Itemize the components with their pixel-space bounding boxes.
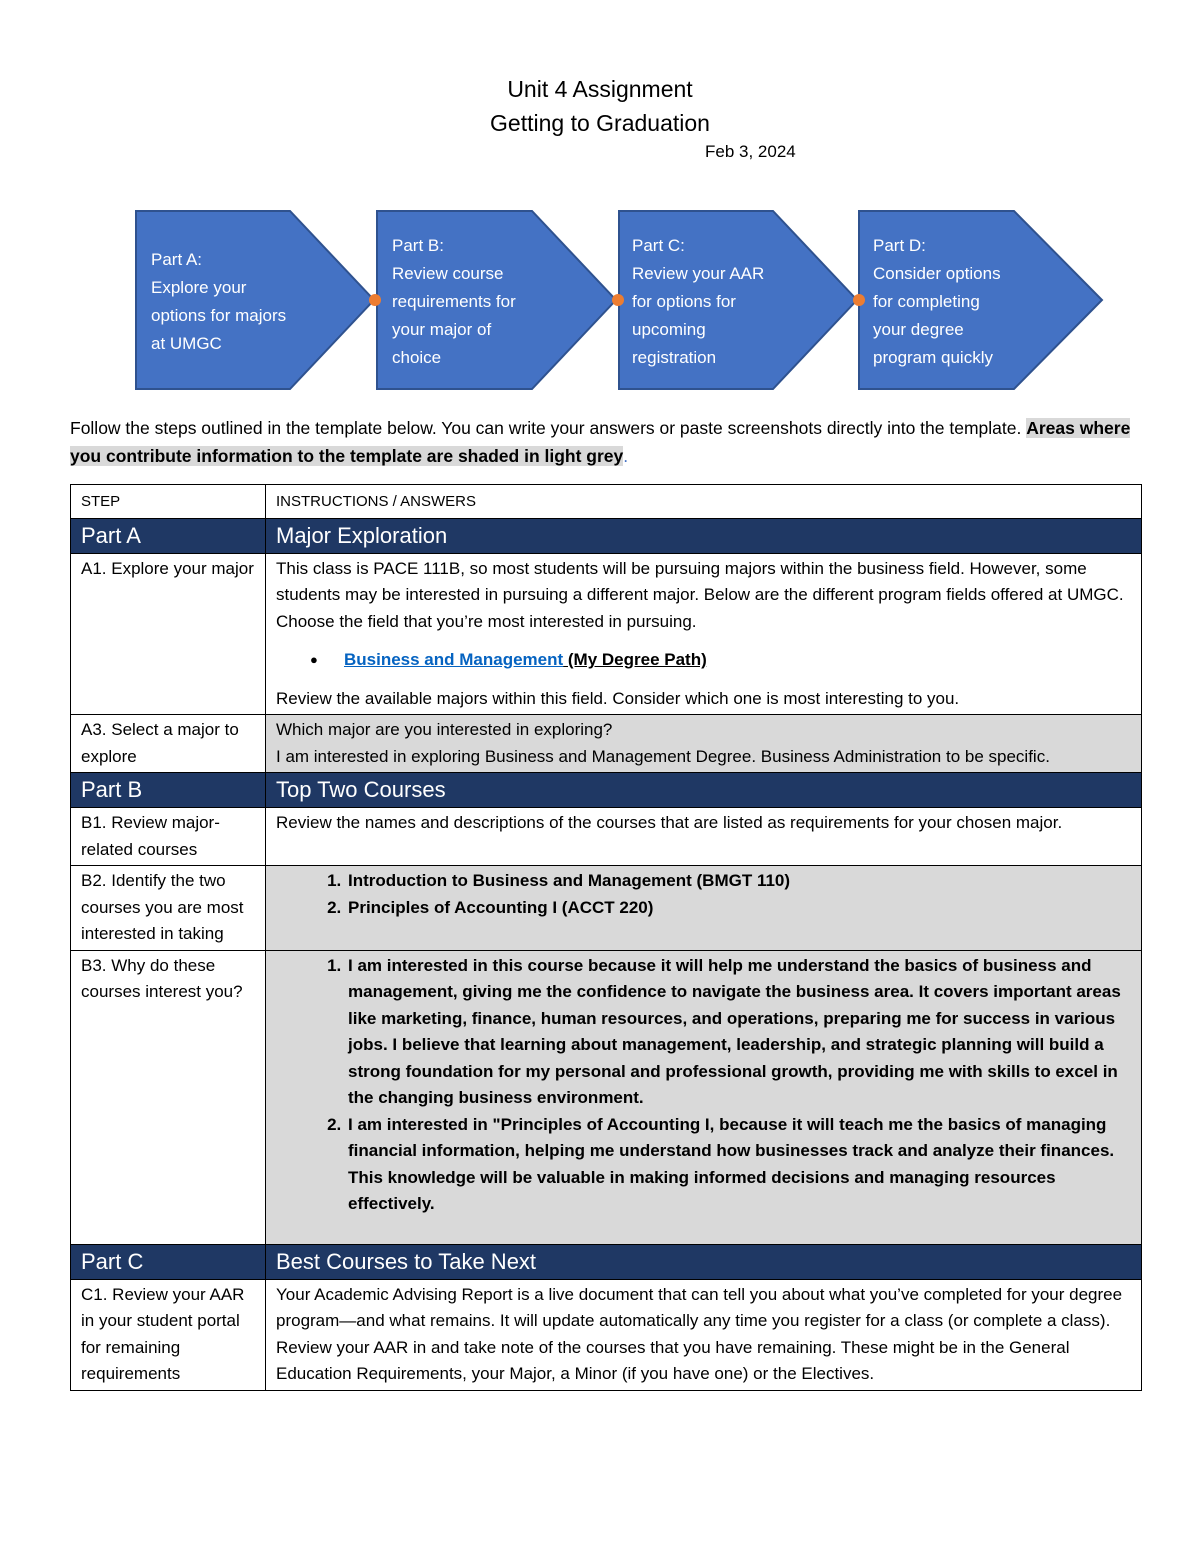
part-a-row	[71, 518, 1142, 553]
step-label-c: Part C: Review your AAR for options for upcoming registration	[632, 236, 765, 367]
table-row-b3	[71, 950, 1142, 1244]
assignment-table	[70, 484, 1142, 1391]
document-date: Feb 3, 2024	[705, 142, 796, 161]
part-b-title: Top Two Courses	[266, 773, 1142, 808]
intro-tail: .	[623, 446, 629, 466]
a3-step: A3. Select a major to explore	[71, 715, 266, 773]
step-label-b: Part B: Review course requirements for your major of choice	[392, 236, 516, 367]
b1-text: Review the names and descriptions of the courses that are listed as requirements for your chosen major.	[266, 808, 1142, 866]
intro-highlight: Areas where you contribute information to the template are shaded in light grey	[70, 418, 1131, 466]
a1-field-list	[276, 647, 1131, 674]
b2-course-list	[276, 868, 1131, 921]
b2-answer-cell[interactable]	[266, 866, 1142, 951]
part-c-row	[71, 1244, 1142, 1279]
a1-after-text: Review the available majors within this field. Consider which one is most interesting to you.	[276, 688, 960, 708]
a1-field-item	[344, 647, 1131, 674]
part-c-label: Part C	[71, 1244, 266, 1279]
a3-question: Which major are you interested in exploring?	[276, 720, 613, 739]
table-header-row	[71, 485, 1142, 519]
document-subtitle: Getting to Graduation	[490, 110, 710, 136]
table-row-c1	[71, 1279, 1142, 1390]
a1-text: This class is PACE 111B, so most students will be pursuing majors within the business field. However, some students may be interested in pursuing a different major. Below are the different program fields offered at UMGC. Choose the field that you’re most interested in pursuing.	[276, 558, 1124, 631]
b2-course-item: 2. Principles of Accounting I (ACCT 220)	[346, 895, 1131, 922]
col-instructions-header: INSTRUCTIONS / ANSWERS	[266, 485, 1142, 519]
part-a-label: Part A	[71, 518, 266, 553]
col-step-header: STEP	[71, 485, 266, 519]
c1-step: C1. Review your AAR in your student portal for remaining requirements	[71, 1279, 266, 1390]
a1-instructions	[266, 553, 1142, 715]
link-suffix: (My Degree Path)	[563, 650, 707, 669]
b2-course-item: 1. Introduction to Business and Management (BMGT 110)	[346, 868, 1131, 895]
intro-paragraph	[70, 414, 1150, 470]
document-title: Unit 4 Assignment	[507, 76, 693, 102]
part-c-title: Best Courses to Take Next	[266, 1244, 1142, 1279]
b3-reason-item: 2. I am interested in "Principles of Accounting I, because it will teach me the basics of managing financial information, helping me understand how businesses track and analyze their finances. This knowledge will be valuable in making informed decisions and managing resources effectively.	[346, 1112, 1131, 1218]
intro-text: Follow the steps outlined in the template below. You can write your answers or paste screenshots directly into the template.	[70, 418, 1022, 438]
b3-reason-item: 1. I am interested in this course because it will help me understand the basics of business and management, giving me the confidence to navigate the business area. It covers important areas like marketing, finance, human resources, and operations, preparing me for success in various jobs. I believe that learning about management, leadership, and strategic planning will build a strong foundation for my personal and professional growth, providing me with skills to excel in the changing business environment.	[346, 953, 1131, 1112]
business-management-link[interactable]: Business and Management	[344, 650, 564, 669]
b3-step: B3. Why do these courses interest you?	[71, 950, 266, 1244]
table-row-b1	[71, 808, 1142, 866]
table-row-a3	[71, 715, 1142, 773]
connector-dot-3	[853, 294, 865, 306]
a1-step: A1. Explore your major	[71, 553, 266, 715]
part-a-title: Major Exploration	[266, 518, 1142, 553]
b1-step: B1. Review major-related courses	[71, 808, 266, 866]
b2-step: B2. Identify the two courses you are most interested in taking	[71, 866, 266, 951]
process-diagram	[130, 205, 1110, 396]
step-label-d: Part D: Consider options for completing your degree program quickly	[873, 236, 1001, 367]
part-b-row	[71, 773, 1142, 808]
connector-dot-2	[612, 294, 624, 306]
b3-answer-cell[interactable]	[266, 950, 1142, 1244]
table-row-b2	[71, 866, 1142, 951]
table-row-a1	[71, 553, 1142, 715]
step-label-a: Part A: Explore your options for majors at UMGC	[151, 250, 287, 353]
a3-answer-cell[interactable]	[266, 715, 1142, 773]
part-b-label: Part B	[71, 773, 266, 808]
c1-text: Your Academic Advising Report is a live document that can tell you about what you’ve completed for your degree program—and what remains. It will update automatically any time you register for a class (or complete a class). Review your AAR in and take note of the courses that you have remaining. These might be in the General Education Requirements, your Major, a Minor (if you have one) or the Electives.	[266, 1279, 1142, 1390]
b3-reason-list	[276, 953, 1131, 1218]
a3-answer: I am interested in exploring Business and Management Degree. Business Administration to be specific.	[276, 746, 1050, 766]
connector-dot-1	[369, 294, 381, 306]
